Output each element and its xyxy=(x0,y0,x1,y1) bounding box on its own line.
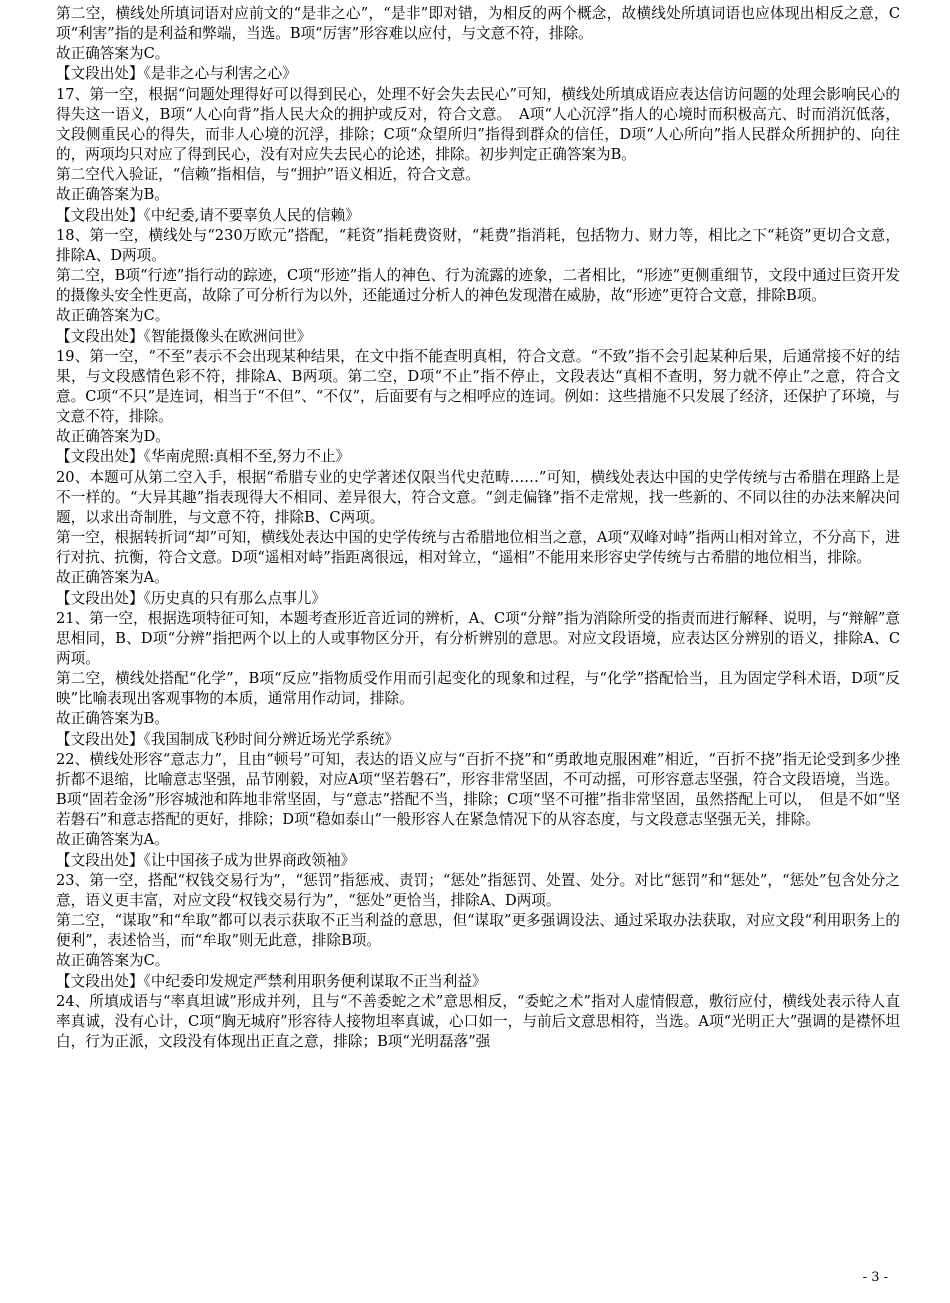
source-line: 【文段出处】《我国制成飞秒时间分辨近场光学系统》 xyxy=(56,730,399,748)
paragraph-q24: 24、所填成语与“率真坦诚”形成并列，且与“不善委蛇之术”意思相反，“委蛇之术”指对人虚情假意，敷衍应付，横线处表示待人直率真诚，没有心计，C项“胸无城府”形容待人接物坦率真诚，心口如一，与前后文意思相符，当选。A项“光明正大”强调的是襟怀坦白，行为正派，文段没有体现出正直之意，排除；B项“光明磊落”强 xyxy=(56,992,900,1050)
paragraph-q19: 19、第一空，“不至”表示不会出现某种结果，在文中指不能查明真相，符合文意。“不致”指不会引起某种后果，后通常接不好的结果，与文段感情色彩不符，排除A、B两项。第二空，D项“不止”指不停止，文段表达“真相不查明，努力就不停止”之意，符合文意。C项“不只”是连词，相当于“不但”、“不仅”，后面要有与之相呼应的连词。例如：这些措施不只发展了经济，还保护了环境，与文意不符，排除。 xyxy=(56,347,900,426)
source-line: 【文段出处】《历史真的只有那么点事儿》 xyxy=(56,589,326,607)
page-number: - 3 - xyxy=(862,1270,888,1285)
source-line: 【文段出处】《是非之心与利害之心》 xyxy=(56,65,297,83)
paragraph-q20: 20、本题可从第二空入手，根据“希腊专业的史学著述仅限当代史范畴……”可知，横线处表达中国的史学传统与古希腊在理路上是不一样的。“大异其趣”指表现得大不相同、差异很大，符合文意。“剑走偏锋”指不走常规，找一些新的、不同以往的办法来解决问题，以求出奇制胜，与文意不符，排除B、C两项。 xyxy=(56,468,900,526)
answer-line: 故正确答案为C。 xyxy=(56,307,170,325)
answer-line: 故正确答案为C。 xyxy=(56,952,170,970)
source-line: 【文段出处】《中纪委印发规定严禁利用职务便利谋取不正当利益》 xyxy=(56,972,487,990)
paragraph: 第二空，横线处所填词语对应前文的“是非之心”，“是非”即对错，为相反的两个概念，故横线处所填词语也应体现出相反之意，C项“利害”指的是利益和弊端，当选。B项“厉害”形容难以应付，与文意不符，排除。 xyxy=(56,5,900,43)
paragraph-q18: 18、第一空，横线处与“230万欧元”搭配，“耗资”指耗费资财，“耗费”指消耗，包括物力、财力等，相比之下“耗资”更切合文意，排除A、D两项。 xyxy=(56,226,900,264)
answer-line: 故正确答案为D。 xyxy=(56,428,170,446)
source-line: 【文段出处】《华南虎照:真相不至,努力不止》 xyxy=(56,448,351,466)
paragraph-q17: 17、第一空，根据“问题处理得好可以得到民心，处理不好会失去民心”可知，横线处所填成语应表达信访问题的处理会影响民心的得失这一语义，B项“人心向背”指人民大众的拥护或反对，符合文意。 A项“人心沉浮”指人的心境时而积极高亢、时而消沉低落，文段侧重民心的得失，而非人心境的沉浮，排除；C项“众望所归”指得到群众的信任，D项“人心所向”指人民群众所拥护的、向往的，两项均只对应了得到民心，没有对应失去民心的论述，排除。初步判定正确答案为B。 xyxy=(56,85,900,164)
paragraph: B项“固若金汤”形容城池和阵地非常坚固，与“意志”搭配不当，排除；C项“坚不可摧”指非常坚固，虽然搭配上可以， 但是不如“坚若磐石”和意志搭配的更好，排除；D项“稳如泰山”一般形容人在紧急情况下的从容态度，与文段意志坚强无关，排除。 xyxy=(56,791,900,829)
source-line: 【文段出处】《让中国孩子成为世界商政领袖》 xyxy=(56,851,356,869)
answer-line: 故正确答案为B。 xyxy=(56,186,169,204)
answer-line: 故正确答案为C。 xyxy=(56,45,170,63)
answer-line: 故正确答案为A。 xyxy=(56,831,169,849)
paragraph-q22: 22、横线处形容“意志力”，且由“顿号”可知，表达的语义应与“百折不挠”和“勇敢地克服困难”相近，“百折不挠”指无论受到多少挫折都不退缩，比喻意志坚强，品节刚毅，对应A项“坚若磐石”，形容非常坚固，不可动摇，可形容意志坚强，符合文段语境，当选。 xyxy=(56,750,900,788)
answer-line: 故正确答案为A。 xyxy=(56,569,169,587)
paragraph: 第二空代入验证，“信赖”指相信，与“拥护”语义相近，符合文意。 xyxy=(56,166,480,184)
paragraph-q23: 23、第一空，搭配“权钱交易行为”，“惩罚”指惩戒、责罚；“惩处”指惩罚、处置、处分。对比“惩罚”和“惩处”，“惩处”包含处分之意，语义更丰富，对应文段“权钱交易行为”，“惩处”更恰当，排除A、D两项。 xyxy=(56,871,900,909)
paragraph: 第二空，B项“行迹”指行动的踪迹，C项“形迹”指人的神色、行为流露的迹象，二者相比，“形迹”更侧重细节，文段中通过巨资开发的摄像头安全性更高，故除了可分析行为以外，还能通过分析人的神色发现潜在威胁，故“形迹”更符合文意，排除B项。 xyxy=(56,267,900,305)
answer-line: 故正确答案为B。 xyxy=(56,710,169,728)
paragraph-q21: 21、第一空，根据选项特征可知，本题考查形近音近词的辨析，A、C项“分辩”指为消除所受的指责而进行解释、说明，与“辩解”意思相同，B、D项“分辨”指把两个以上的人或事物区分开，有分析辨别的意思。对应文段语境，应表达区分辨别的语义，排除A、C两项。 xyxy=(56,609,900,667)
source-line: 【文段出处】《中纪委,请不要辜负人民的信赖》 xyxy=(56,206,360,224)
source-line: 【文段出处】《智能摄像头在欧洲问世》 xyxy=(56,327,312,345)
paragraph: 第一空，根据转折词“却”可知，横线处表达中国的史学传统与古希腊地位相当之意，A项“双峰对峙”指两山相对耸立，不分高下，进行对抗、抗衡，符合文意。D项“遥相对峙”指距离很远，相对耸立，“遥相”不能用来形容史学传统与古希腊的地位相当，排除。 xyxy=(56,529,900,567)
paragraph: 第二空，“谋取”和“牟取”都可以表示获取不正当利益的意思，但“谋取”更多强调设法、通过采取办法获取，对应文段“利用职务上的便利”，表述恰当，而“牟取”则无此意，排除B项。 xyxy=(56,912,900,950)
paragraph: 第二空，横线处搭配“化学”，B项“反应”指物质受作用而引起变化的现象和过程，与“化学”搭配恰当，且为固定学科术语，D项“反映”比喻表现出客观事物的本质，通常用作动词，排除。 xyxy=(56,670,900,708)
